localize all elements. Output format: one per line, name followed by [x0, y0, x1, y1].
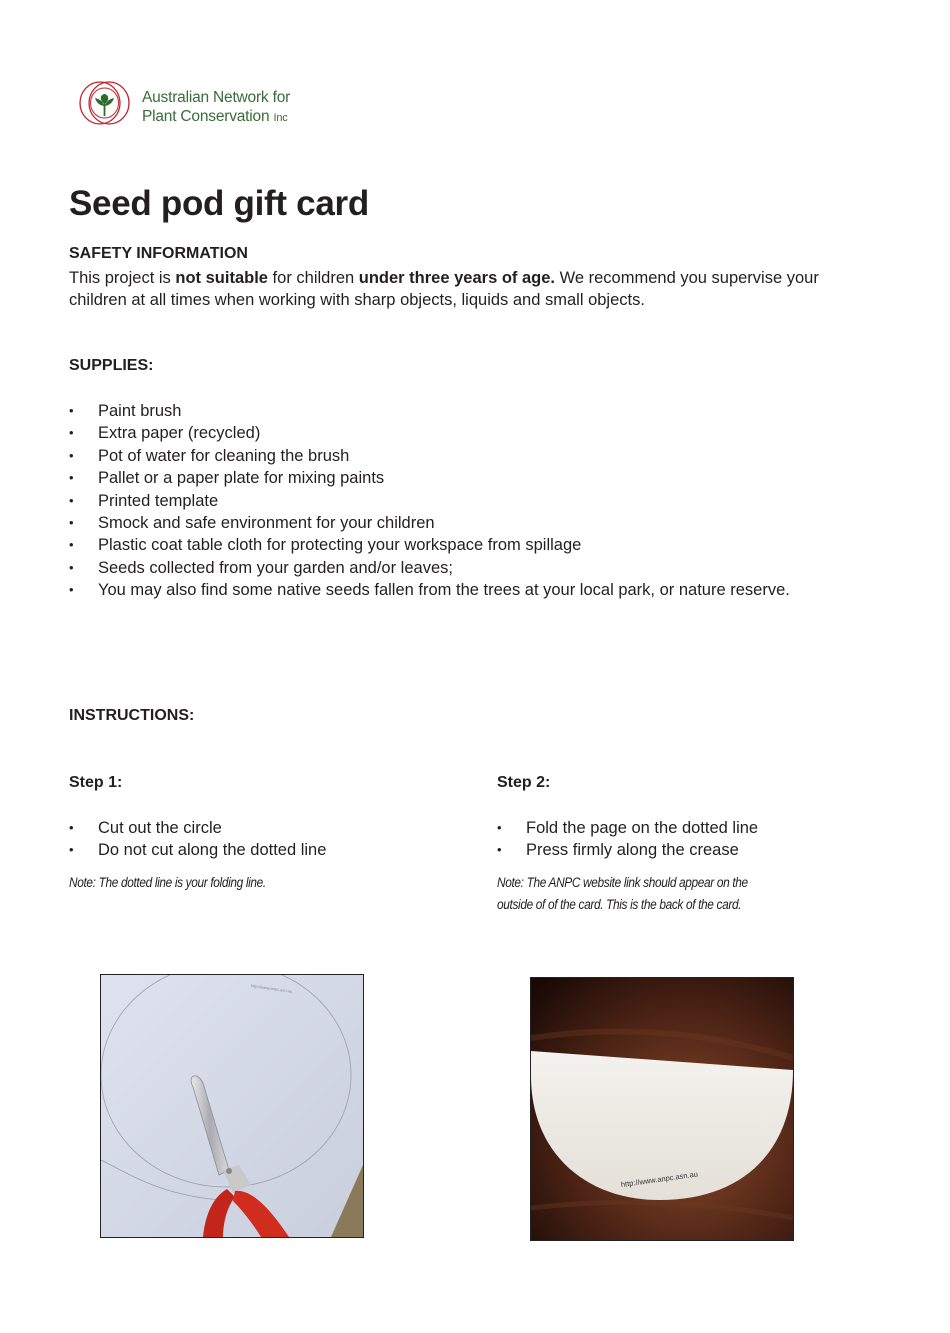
- step-2-title: Step 2:: [497, 774, 551, 791]
- logo-line-2: Plant Conservation: [142, 108, 270, 125]
- list-item: • Press firmly along the crease: [497, 839, 758, 861]
- step-1-photo: [100, 974, 364, 1238]
- card-template-text: http://www.anpc.asn.au: [250, 983, 293, 994]
- logo-line-1: Australian Network for: [142, 89, 291, 106]
- list-item: • Cut out the circle: [69, 817, 326, 839]
- list-item: • Pallet or a paper plate for mixing paints: [69, 467, 790, 489]
- list-item: • Paint brush: [69, 400, 790, 422]
- supplies-heading: SUPPLIES:: [69, 357, 154, 374]
- step-2-note: Note: The ANPC website link should appear on the outside of of the card. This is the back of the card.: [497, 875, 748, 912]
- list-item: • Pot of water for cleaning the brush: [69, 445, 790, 467]
- supplies-list: [69, 400, 790, 602]
- list-item: • Extra paper (recycled): [69, 422, 790, 444]
- list-item: • You may also find some native seeds fallen from the trees at your local park, or nature reserve.: [69, 579, 790, 601]
- step-1-note: Note: The dotted line is your folding line.: [69, 875, 266, 890]
- scissors-cutting-circle-image: [101, 975, 363, 1237]
- anpc-emblem-icon: [78, 80, 136, 128]
- list-item: • Plastic coat table cloth for protecting your workspace from spillage: [69, 534, 790, 556]
- list-item: • Seeds collected from your garden and/or leaves;: [69, 557, 790, 579]
- step-1-title: Step 1:: [69, 774, 123, 791]
- folded-card-image: [531, 978, 793, 1240]
- list-item: • Smock and safe environment for your children: [69, 512, 790, 534]
- logo-inc: Inc: [273, 112, 288, 124]
- card-url-text: http://www.anpc.asn.au: [620, 1169, 699, 1190]
- anpc-logo: [78, 80, 318, 128]
- step-1-list: [69, 817, 326, 862]
- instructions-heading: INSTRUCTIONS:: [69, 707, 195, 724]
- safety-heading: SAFETY INFORMATION: [69, 245, 248, 262]
- safety-paragraph: This project is not suitable for children under three years of age. We recommend you supervise your children at all times when working with sharp objects, liquids and small objects.: [69, 269, 819, 309]
- list-item: • Fold the page on the dotted line: [497, 817, 758, 839]
- step-2-list: [497, 817, 758, 862]
- list-item: • Do not cut along the dotted line: [69, 839, 326, 861]
- page-title: Seed pod gift card: [69, 184, 369, 223]
- step-2-photo: [530, 977, 794, 1241]
- list-item: • Printed template: [69, 490, 790, 512]
